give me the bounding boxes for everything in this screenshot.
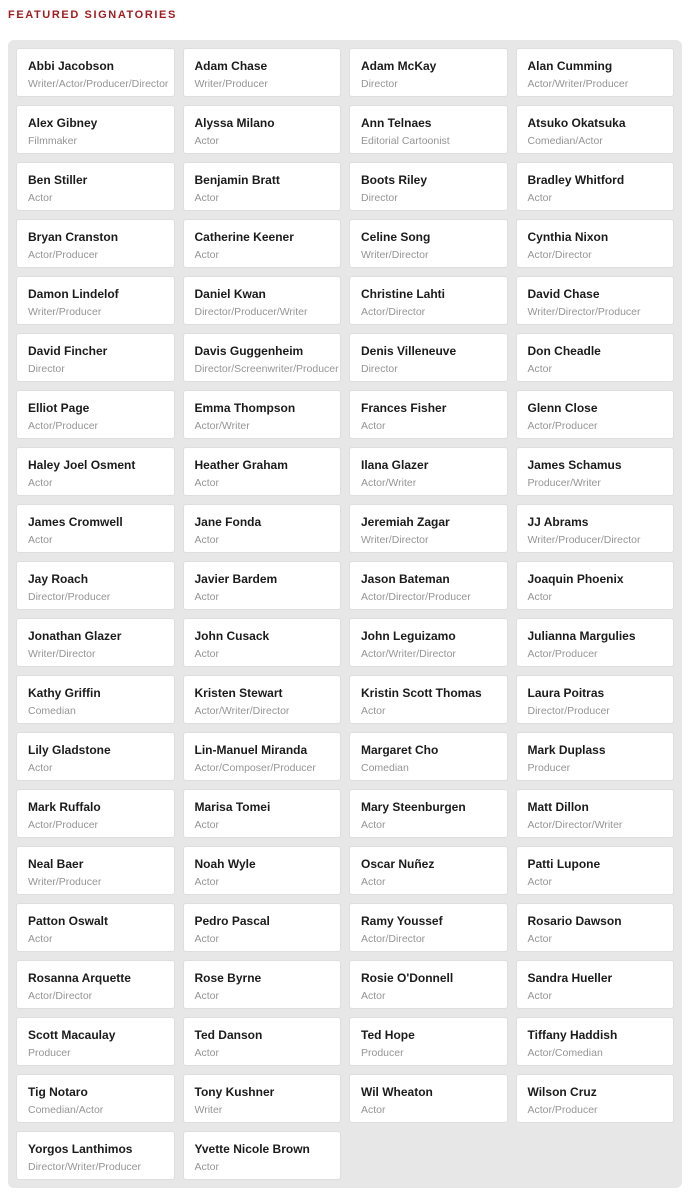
signatory-role: Actor/Writer/Director	[361, 648, 456, 660]
signatory-role: Director	[361, 363, 398, 375]
signatory-card	[516, 105, 675, 154]
signatory-card	[16, 48, 175, 97]
signatory-name: Mark Ruffalo	[28, 800, 101, 814]
signatory-role: Actor/Producer	[28, 249, 99, 261]
signatory-name: JJ Abrams	[527, 515, 589, 529]
signatory-card	[516, 960, 675, 1009]
signatory-role: Actor	[527, 591, 553, 603]
signatory-name: Rosanna Arquette	[28, 971, 131, 985]
signatory-name: Denis Villeneuve	[361, 344, 457, 358]
signatory-role: Actor/Director	[527, 249, 592, 261]
signatory-card	[349, 903, 508, 952]
signatory-card	[349, 618, 508, 667]
signatory-name: Jeremiah Zagar	[361, 515, 450, 529]
signatory-name: Patti Lupone	[527, 857, 601, 871]
signatory-role: Actor	[527, 192, 553, 204]
signatory-card	[516, 846, 675, 895]
signatory-card	[183, 1017, 342, 1066]
signatory-role: Actor	[194, 648, 220, 660]
signatory-role: Actor/Producer	[527, 648, 598, 660]
signatory-card	[183, 732, 342, 781]
signatory-card	[516, 333, 675, 382]
signatory-name: Jason Bateman	[361, 572, 450, 586]
signatory-card	[183, 447, 342, 496]
signatory-role: Comedian	[28, 705, 76, 717]
signatory-role: Writer/Director	[361, 249, 429, 261]
signatory-card	[516, 732, 675, 781]
signatory-role: Writer/Director	[28, 648, 96, 660]
signatory-role: Director	[361, 78, 398, 90]
signatory-card	[183, 789, 342, 838]
signatory-role: Director/Producer	[527, 705, 610, 717]
signatory-role: Actor	[361, 1104, 386, 1116]
signatory-role: Producer	[28, 1047, 71, 1059]
signatory-name: Yvette Nicole Brown	[194, 1142, 310, 1156]
signatory-card	[349, 333, 508, 382]
signatory-role: Actor	[527, 876, 553, 888]
signatory-name: Daniel Kwan	[194, 287, 266, 301]
signatory-role: Actor	[194, 933, 220, 945]
signatory-card	[183, 162, 342, 211]
signatory-name: Boots Riley	[361, 173, 428, 187]
signatory-card	[16, 618, 175, 667]
signatory-role: Actor/Director/Producer	[361, 591, 471, 603]
signatory-name: Julianna Margulies	[527, 629, 636, 643]
signatory-role: Actor	[194, 249, 220, 261]
signatory-name: Noah Wyle	[194, 857, 256, 871]
signatory-name: Bryan Cranston	[28, 230, 119, 244]
signatory-name: John Leguizamo	[361, 629, 456, 643]
signatory-role: Comedian/Actor	[28, 1104, 104, 1116]
signatory-role: Actor	[194, 192, 220, 204]
signatory-name: Heather Graham	[194, 458, 288, 472]
signatory-name: Neal Baer	[28, 857, 84, 871]
signatory-role: Actor/Writer	[361, 477, 417, 489]
signatory-name: Alyssa Milano	[194, 116, 275, 130]
signatory-role: Filmmaker	[28, 135, 77, 147]
signatory-name: Rose Byrne	[194, 971, 262, 985]
signatory-name: Mark Duplass	[527, 743, 606, 757]
signatory-card	[16, 447, 175, 496]
signatory-name: Oscar Nuñez	[361, 857, 435, 871]
signatory-role: Director/Producer/Writer	[194, 306, 308, 318]
signatory-name: Tiffany Haddish	[527, 1028, 618, 1042]
signatory-card	[16, 333, 175, 382]
signatory-card	[349, 105, 508, 154]
signatory-name: David Fincher	[28, 344, 108, 358]
signatory-role: Actor	[361, 420, 386, 432]
signatory-card	[183, 846, 342, 895]
signatory-card	[516, 162, 675, 211]
signatory-name: Emma Thompson	[194, 401, 296, 415]
signatory-role: Writer/Producer	[28, 306, 102, 318]
signatory-role: Editorial Cartoonist	[361, 135, 450, 147]
signatory-card	[349, 162, 508, 211]
signatory-card	[183, 960, 342, 1009]
signatory-name: Kathy Griffin	[28, 686, 101, 700]
signatory-role: Actor/Writer/Director	[194, 705, 290, 717]
signatory-card	[349, 732, 508, 781]
signatory-name: Abbi Jacobson	[28, 59, 115, 73]
signatory-card	[349, 276, 508, 325]
signatory-card	[183, 219, 342, 268]
section-title: FEATURED SIGNATORIES	[8, 9, 177, 21]
signatory-card	[16, 276, 175, 325]
signatory-role: Comedian/Actor	[527, 135, 603, 147]
signatory-card	[516, 789, 675, 838]
signatory-card	[516, 561, 675, 610]
signatory-name: Adam McKay	[361, 59, 437, 73]
signatory-card	[349, 675, 508, 724]
signatory-card	[16, 732, 175, 781]
signatory-card	[183, 1131, 342, 1180]
signatory-role: Comedian	[361, 762, 409, 774]
signatory-role: Actor/Comedian	[527, 1047, 603, 1059]
signatories-grid	[16, 48, 674, 1180]
signatory-card	[516, 447, 675, 496]
signatory-card	[16, 960, 175, 1009]
signatory-name: Catherine Keener	[194, 230, 294, 244]
signatory-card	[516, 219, 675, 268]
signatory-card	[16, 1131, 175, 1180]
signatory-name: Patton Oswalt	[28, 914, 109, 928]
signatory-name: Joaquin Phoenix	[527, 572, 624, 586]
signatory-role: Actor	[527, 990, 553, 1002]
signatory-name: Ted Danson	[194, 1028, 263, 1042]
signatory-card	[16, 105, 175, 154]
signatory-name: Jay Roach	[28, 572, 89, 586]
signatory-name: Ramy Youssef	[361, 914, 443, 928]
signatory-role: Actor	[361, 876, 386, 888]
signatory-name: Rosario Dawson	[527, 914, 622, 928]
signatory-name: Cynthia Nixon	[527, 230, 609, 244]
signatory-card	[183, 618, 342, 667]
signatory-name: Atsuko Okatsuka	[527, 116, 626, 130]
signatory-role: Actor	[194, 477, 220, 489]
signatory-card	[349, 960, 508, 1009]
signatory-role: Director	[361, 192, 398, 204]
signatory-name: Mary Steenburgen	[361, 800, 466, 814]
signatory-card	[349, 846, 508, 895]
signatory-role: Actor/Composer/Producer	[194, 762, 316, 774]
signatory-card	[349, 447, 508, 496]
signatory-card	[16, 561, 175, 610]
signatory-name: John Cusack	[194, 629, 270, 643]
signatory-card	[183, 903, 342, 952]
signatory-card	[349, 1074, 508, 1123]
signatory-card	[183, 504, 342, 553]
signatory-card	[349, 48, 508, 97]
signatory-name: Davis Guggenheim	[194, 344, 304, 358]
signatory-name: Lily Gladstone	[28, 743, 111, 757]
signatory-role: Actor/Producer	[28, 420, 99, 432]
signatory-role: Writer	[194, 1104, 223, 1116]
signatory-role: Actor/Director	[361, 933, 426, 945]
signatory-role: Actor	[527, 933, 553, 945]
signatory-name: Tig Notaro	[28, 1085, 88, 1099]
signatory-name: Alex Gibney	[28, 116, 98, 130]
signatory-card	[183, 276, 342, 325]
signatory-role: Director	[28, 363, 65, 375]
signatory-card	[16, 219, 175, 268]
signatory-name: Ann Telnaes	[361, 116, 432, 130]
signatory-card	[516, 390, 675, 439]
signatory-card	[516, 276, 675, 325]
signatory-name: Kristin Scott Thomas	[361, 686, 482, 700]
signatory-role: Actor	[28, 477, 53, 489]
signatory-name: Celine Song	[361, 230, 431, 244]
signatory-role: Actor	[28, 534, 53, 546]
signatory-name: James Cromwell	[28, 515, 123, 529]
signatory-card	[516, 903, 675, 952]
signatory-role: Writer/Producer	[28, 876, 102, 888]
signatory-card	[349, 219, 508, 268]
signatory-name: Scott Macaulay	[28, 1028, 116, 1042]
signatory-card	[16, 675, 175, 724]
signatory-role: Actor/Writer	[194, 420, 250, 432]
signatory-name: Jonathan Glazer	[28, 629, 122, 643]
signatory-role: Actor	[361, 990, 386, 1002]
signatory-role: Actor/Director	[28, 990, 93, 1002]
signatory-name: Elliot Page	[28, 401, 90, 415]
signatory-card	[516, 1017, 675, 1066]
signatory-name: Matt Dillon	[527, 800, 589, 814]
signatory-card	[16, 1074, 175, 1123]
signatory-card	[516, 48, 675, 97]
signatory-card	[16, 789, 175, 838]
signatory-name: Frances Fisher	[361, 401, 447, 415]
signatory-role: Actor	[361, 819, 386, 831]
signatory-card	[516, 675, 675, 724]
signatory-card	[16, 1017, 175, 1066]
signatory-name: Sandra Hueller	[527, 971, 613, 985]
signatory-name: Rosie O'Donnell	[361, 971, 454, 985]
signatory-card	[16, 390, 175, 439]
signatory-role: Director/Screenwriter/Producer	[194, 363, 339, 375]
signatory-card	[349, 561, 508, 610]
signatory-card	[349, 390, 508, 439]
signatory-role: Actor	[194, 135, 220, 147]
signatory-name: Alan Cumming	[527, 59, 613, 73]
signatories-panel	[8, 40, 682, 1188]
signatory-name: David Chase	[527, 287, 600, 301]
signatory-card	[349, 1017, 508, 1066]
signatory-name: Yorgos Lanthimos	[28, 1142, 133, 1156]
signatory-name: Ben Stiller	[28, 173, 88, 187]
signatory-role: Actor	[194, 591, 220, 603]
signatory-name: Wil Wheaton	[361, 1085, 433, 1099]
signatory-role: Producer	[361, 1047, 404, 1059]
signatory-name: Wilson Cruz	[527, 1085, 597, 1099]
signatory-role: Actor	[28, 762, 53, 774]
signatory-role: Producer	[527, 762, 571, 774]
signatory-role: Actor/Director	[361, 306, 426, 318]
signatory-name: Glenn Close	[527, 401, 598, 415]
signatory-name: James Schamus	[527, 458, 622, 472]
signatory-card	[349, 789, 508, 838]
signatory-name: Damon Lindelof	[28, 287, 119, 301]
signatory-role: Director/Producer	[28, 591, 111, 603]
signatory-role: Actor/Producer	[527, 420, 598, 432]
signatory-role: Actor	[194, 819, 220, 831]
signatory-role: Actor	[194, 876, 220, 888]
signatory-role: Actor/Producer	[527, 1104, 598, 1116]
signatory-card	[16, 846, 175, 895]
signatory-role: Actor	[28, 192, 53, 204]
signatory-name: Margaret Cho	[361, 743, 439, 757]
signatory-name: Ilana Glazer	[361, 458, 429, 472]
signatory-role: Writer/Director/Producer	[527, 306, 641, 318]
signatory-name: Lin-Manuel Miranda	[194, 743, 308, 757]
signatory-card	[349, 504, 508, 553]
signatory-name: Marisa Tomei	[194, 800, 271, 814]
signatory-card	[183, 333, 342, 382]
signatory-role: Writer/Actor/Producer/Director	[28, 78, 169, 90]
signatory-card	[183, 1074, 342, 1123]
signatory-role: Actor	[194, 534, 220, 546]
signatory-card	[183, 390, 342, 439]
signatory-card	[516, 504, 675, 553]
signatory-role: Actor/Producer	[28, 819, 99, 831]
signatory-role: Actor	[527, 363, 553, 375]
signatory-role: Writer/Director	[361, 534, 429, 546]
signatory-role: Director/Writer/Producer	[28, 1161, 141, 1173]
signatory-role: Actor	[194, 990, 220, 1002]
signatory-name: Kristen Stewart	[194, 686, 283, 700]
signatory-name: Laura Poitras	[527, 686, 605, 700]
signatory-name: Benjamin Bratt	[194, 173, 280, 187]
signatory-role: Writer/Producer	[194, 78, 268, 90]
signatory-role: Writer/Producer/Director	[527, 534, 641, 546]
signatory-name: Christine Lahti	[361, 287, 446, 301]
signatory-card	[16, 162, 175, 211]
signatory-name: Haley Joel Osment	[28, 458, 136, 472]
signatory-role: Actor	[28, 933, 53, 945]
signatory-name: Ted Hope	[361, 1028, 415, 1042]
signatory-name: Javier Bardem	[194, 572, 278, 586]
signatory-card	[183, 675, 342, 724]
signatory-role: Actor	[194, 1161, 220, 1173]
signatory-card	[16, 504, 175, 553]
signatory-name: Tony Kushner	[194, 1085, 275, 1099]
signatory-role: Producer/Writer	[527, 477, 601, 489]
signatory-role: Actor/Director/Writer	[527, 819, 623, 831]
signatory-card	[183, 561, 342, 610]
signatory-name: Bradley Whitford	[527, 173, 625, 187]
signatory-card	[16, 903, 175, 952]
signatory-name: Adam Chase	[194, 59, 268, 73]
signatory-name: Jane Fonda	[194, 515, 262, 529]
signatory-card	[183, 105, 342, 154]
signatory-role: Actor	[194, 1047, 220, 1059]
signatory-role: Actor	[361, 705, 386, 717]
signatory-name: Pedro Pascal	[194, 914, 270, 928]
signatory-name: Don Cheadle	[527, 344, 601, 358]
signatory-role: Actor/Writer/Producer	[527, 78, 629, 90]
signatory-card	[183, 48, 342, 97]
signatory-card	[516, 618, 675, 667]
signatory-card	[516, 1074, 675, 1123]
